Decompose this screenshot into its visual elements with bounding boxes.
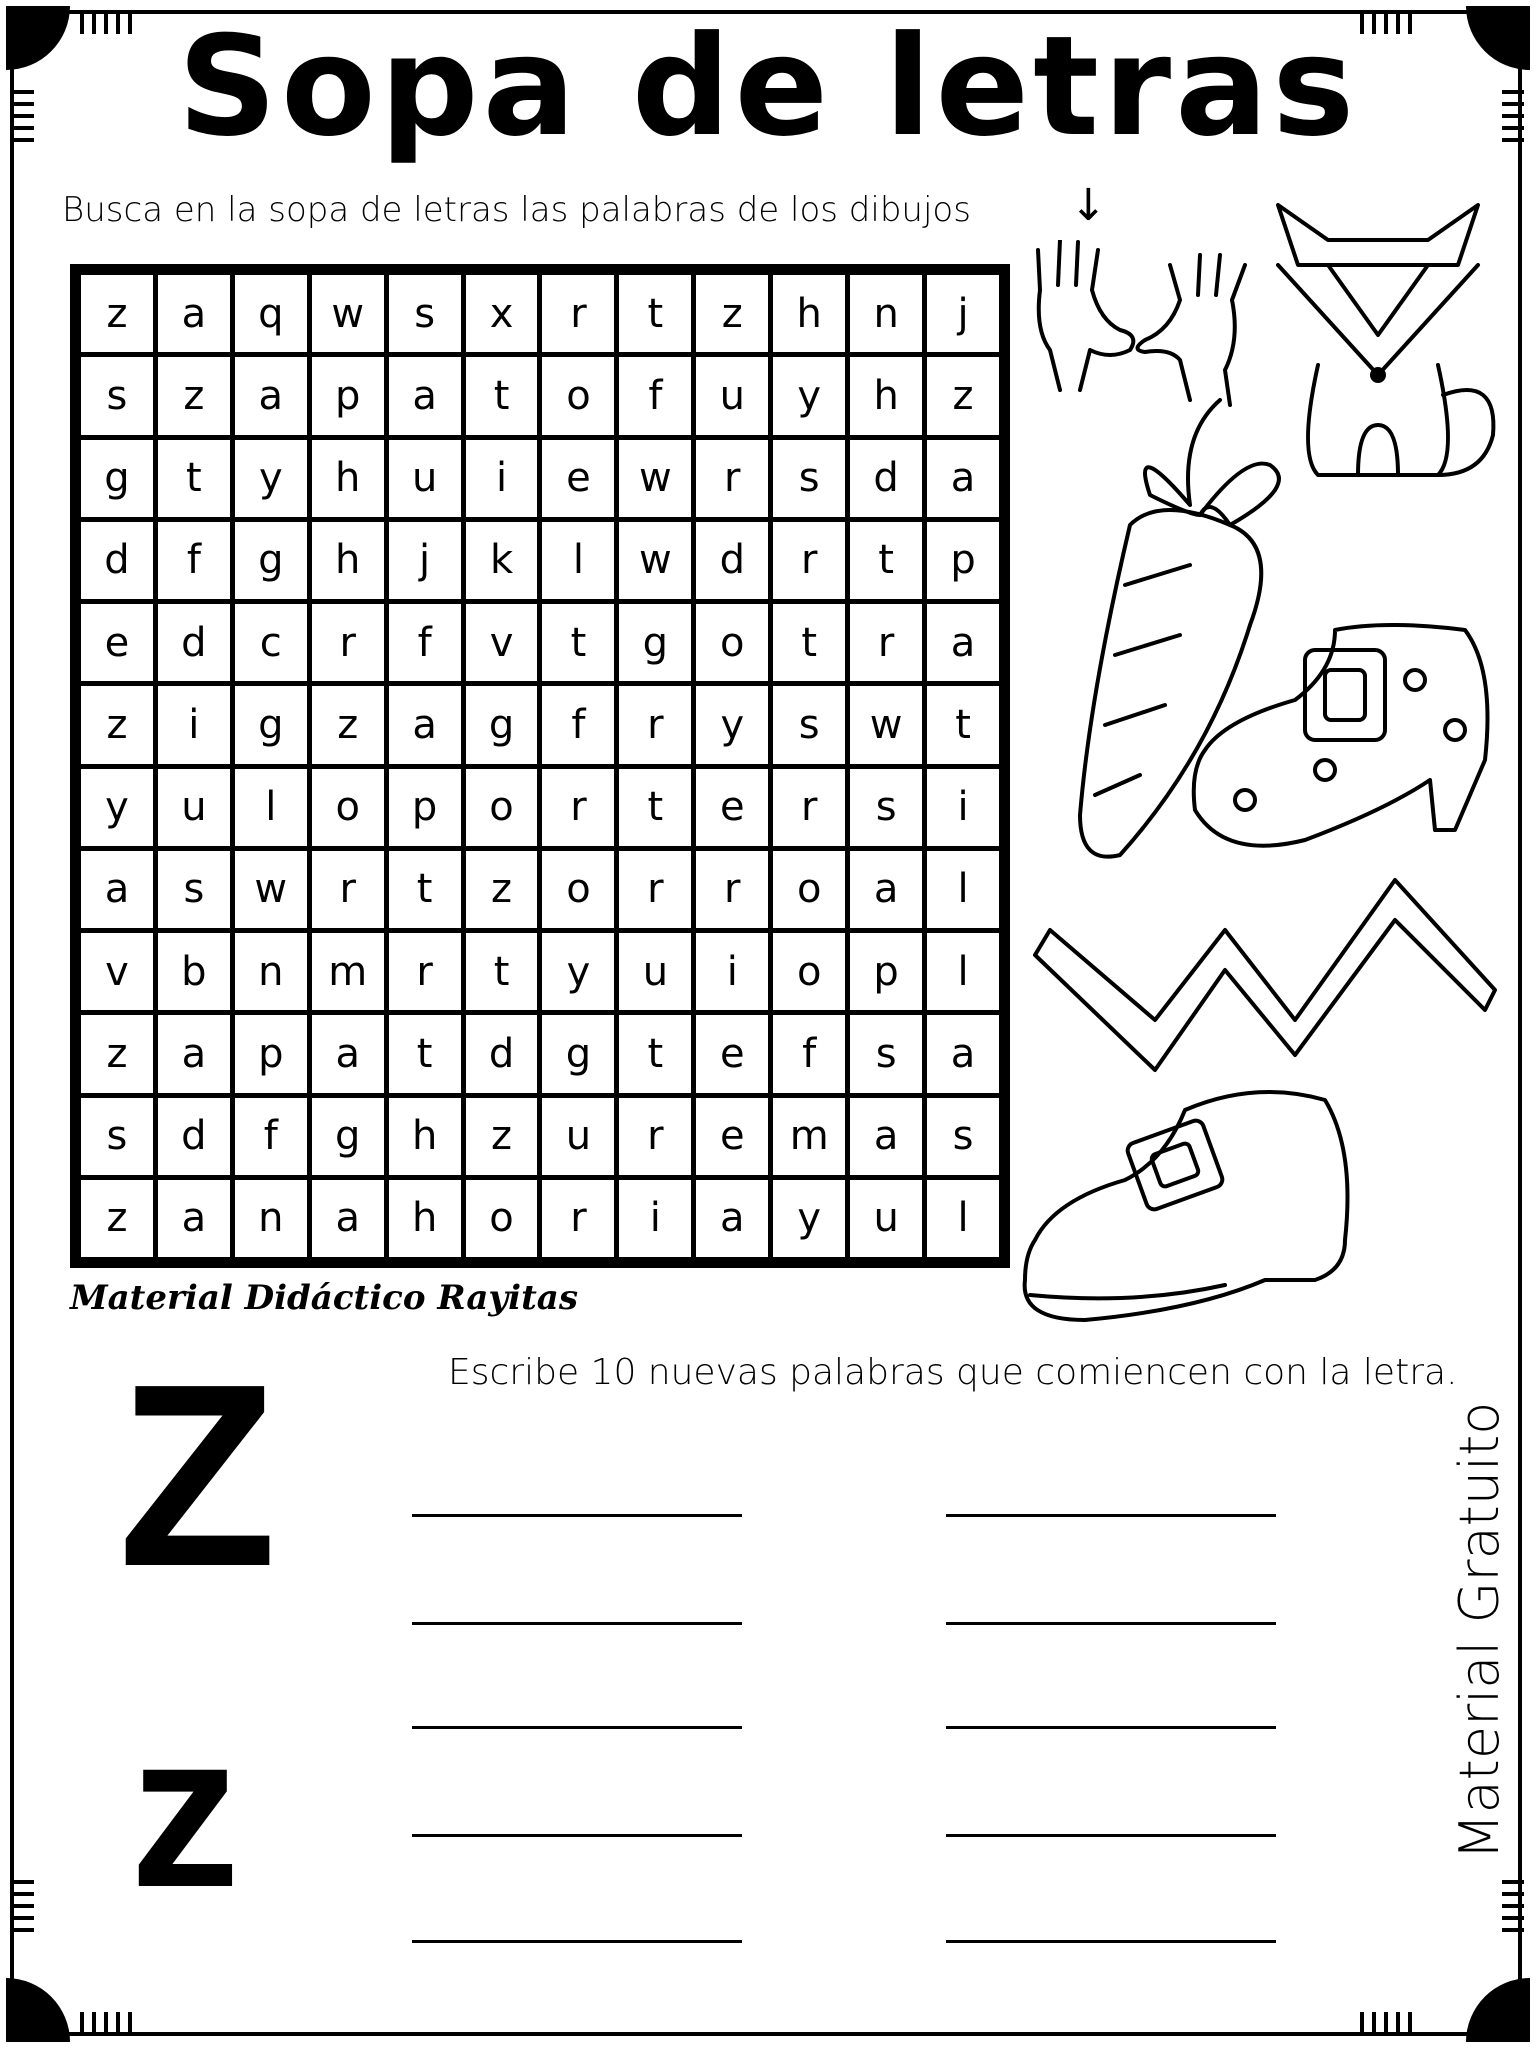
grid-cell[interactable]: w (235, 851, 307, 928)
tick-marks (1360, 2012, 1412, 2034)
grid-cell[interactable]: u (619, 933, 691, 1010)
grid-cell[interactable]: u (850, 1180, 922, 1257)
grid-cell[interactable]: z (696, 275, 768, 352)
grid-cell[interactable]: a (158, 1015, 230, 1092)
grid-cell[interactable]: r (542, 769, 614, 846)
writing-line[interactable] (946, 1940, 1276, 1943)
grid-cell[interactable]: z (81, 275, 153, 352)
grid-cell[interactable]: g (235, 522, 307, 599)
grid-cell[interactable]: r (773, 522, 845, 599)
grid-cell[interactable]: l (235, 769, 307, 846)
writing-line[interactable] (412, 1514, 742, 1517)
grid-cell[interactable]: d (850, 440, 922, 517)
grid-cell[interactable]: a (850, 1098, 922, 1175)
tick-marks (80, 2012, 132, 2034)
grid-cell[interactable]: a (850, 851, 922, 928)
grid-cell[interactable]: x (466, 275, 538, 352)
down-arrow-icon: ↓ (1070, 180, 1107, 231)
grid-cell[interactable]: o (542, 357, 614, 434)
grid-cell[interactable]: r (542, 275, 614, 352)
writing-line[interactable] (946, 1622, 1276, 1625)
grid-cell[interactable]: y (542, 933, 614, 1010)
grid-cell[interactable]: a (389, 357, 461, 434)
grid-cell[interactable]: z (81, 1015, 153, 1092)
credit-text: Material Didáctico Rayitas (70, 1278, 578, 1318)
grid-cell[interactable]: t (389, 851, 461, 928)
grid-cell[interactable]: f (542, 686, 614, 763)
grid-cell[interactable]: h (312, 440, 384, 517)
grid-cell[interactable]: l (542, 522, 614, 599)
grid-cell[interactable]: a (158, 275, 230, 352)
grid-cell[interactable]: s (81, 357, 153, 434)
page-title: Sopa de letras (177, 6, 1359, 167)
grid-cell[interactable]: a (312, 1015, 384, 1092)
grid-cell[interactable]: s (927, 1098, 999, 1175)
grid-cell[interactable]: f (158, 522, 230, 599)
grid-cell[interactable]: w (619, 440, 691, 517)
grid-cell[interactable]: i (696, 933, 768, 1010)
grid-cell[interactable]: p (927, 522, 999, 599)
grid-cell[interactable]: u (696, 357, 768, 434)
grid-cell[interactable]: o (466, 769, 538, 846)
tick-marks (12, 1880, 34, 1932)
grid-cell[interactable]: s (81, 1098, 153, 1175)
grid-cell[interactable]: h (389, 1098, 461, 1175)
grid-cell[interactable]: r (312, 604, 384, 681)
grid-cell[interactable]: i (927, 769, 999, 846)
grid-cell[interactable]: v (466, 604, 538, 681)
grid-cell[interactable]: d (158, 604, 230, 681)
grid-cell[interactable]: k (466, 522, 538, 599)
grid-cell[interactable]: f (773, 1015, 845, 1092)
writing-line[interactable] (946, 1726, 1276, 1729)
grid-cell[interactable]: l (927, 851, 999, 928)
letter-lowercase: z (130, 1687, 240, 1933)
grid-cell[interactable]: z (927, 357, 999, 434)
grid-cell[interactable]: y (696, 686, 768, 763)
grid-cell[interactable]: n (235, 1180, 307, 1257)
grid-cell[interactable]: d (466, 1015, 538, 1092)
grid-cell[interactable]: r (312, 851, 384, 928)
grid-cell[interactable]: o (542, 851, 614, 928)
grid-cell[interactable]: y (235, 440, 307, 517)
grid-cell[interactable]: r (389, 933, 461, 1010)
grid-cell[interactable]: a (235, 357, 307, 434)
zigzag-icon (1025, 870, 1505, 1100)
grid-cell[interactable]: u (542, 1098, 614, 1175)
grid-cell[interactable]: j (927, 275, 999, 352)
grid-cell[interactable]: i (466, 440, 538, 517)
grid-cell[interactable]: e (696, 769, 768, 846)
grid-cell[interactable]: v (81, 933, 153, 1010)
grid-cell[interactable]: g (466, 686, 538, 763)
grid-cell[interactable]: s (773, 440, 845, 517)
grid-cell[interactable]: t (158, 440, 230, 517)
write-instruction: Escribe 10 nuevas palabras que comiencen con la letra. (448, 1352, 1458, 1393)
grid-cell[interactable]: c (235, 604, 307, 681)
writing-line[interactable] (412, 1940, 742, 1943)
grid-cell[interactable]: i (619, 1180, 691, 1257)
grid-cell[interactable]: h (389, 1180, 461, 1257)
grid-cell[interactable]: a (927, 440, 999, 517)
grid-cell[interactable]: f (235, 1098, 307, 1175)
grid-cell[interactable]: t (466, 933, 538, 1010)
grid-cell[interactable]: r (696, 851, 768, 928)
grid-cell[interactable]: f (619, 357, 691, 434)
grid-cell[interactable]: s (850, 769, 922, 846)
grid-cell[interactable]: t (619, 769, 691, 846)
tick-marks (1502, 1880, 1524, 1932)
grid-cell[interactable]: e (696, 1015, 768, 1092)
hands-icon (1020, 240, 1270, 410)
heeled-shoe-icon (1185, 610, 1505, 870)
writing-line[interactable] (946, 1514, 1276, 1517)
grid-cell[interactable]: t (850, 522, 922, 599)
grid-cell[interactable]: h (773, 275, 845, 352)
writing-line[interactable] (412, 1726, 742, 1729)
grid-cell[interactable]: t (773, 604, 845, 681)
grid-cell[interactable]: e (81, 604, 153, 681)
grid-cell[interactable]: r (619, 686, 691, 763)
grid-cell[interactable]: t (466, 357, 538, 434)
grid-cell[interactable]: z (158, 357, 230, 434)
grid-cell[interactable]: o (466, 1180, 538, 1257)
grid-cell[interactable]: d (81, 522, 153, 599)
grid-cell[interactable]: o (773, 851, 845, 928)
grid-cell[interactable]: r (696, 440, 768, 517)
grid-cell[interactable]: d (158, 1098, 230, 1175)
grid-cell[interactable]: h (850, 357, 922, 434)
grid-cell[interactable]: t (927, 686, 999, 763)
grid-cell[interactable]: a (927, 604, 999, 681)
grid-cell[interactable]: z (81, 1180, 153, 1257)
grid-cell[interactable]: a (927, 1015, 999, 1092)
side-label: Material Gratuito (1448, 1401, 1511, 1860)
grid-cell[interactable]: p (235, 1015, 307, 1092)
grid-cell[interactable]: e (542, 440, 614, 517)
grid-cell[interactable]: p (389, 769, 461, 846)
grid-cell[interactable]: g (619, 604, 691, 681)
grid-cell[interactable]: l (927, 1180, 999, 1257)
grid-cell[interactable]: y (773, 357, 845, 434)
grid-cell[interactable]: w (619, 522, 691, 599)
grid-cell[interactable]: m (312, 933, 384, 1010)
grid-cell[interactable]: z (81, 686, 153, 763)
grid-cell[interactable]: r (773, 769, 845, 846)
grid-cell[interactable]: t (619, 1015, 691, 1092)
grid-cell[interactable]: r (619, 851, 691, 928)
grid-cell[interactable]: w (312, 275, 384, 352)
grid-cell[interactable]: a (312, 1180, 384, 1257)
grid-cell[interactable]: d (696, 522, 768, 599)
writing-line[interactable] (946, 1834, 1276, 1837)
grid-cell[interactable]: p (850, 933, 922, 1010)
letter-uppercase: Z (118, 1331, 277, 1621)
word-search-grid (70, 264, 1010, 1268)
grid-cell[interactable]: r (850, 604, 922, 681)
grid-cell[interactable]: u (389, 440, 461, 517)
grid-cell[interactable]: s (158, 851, 230, 928)
grid-cell[interactable]: s (389, 275, 461, 352)
grid-cell[interactable]: n (235, 933, 307, 1010)
grid-cell[interactable]: l (927, 933, 999, 1010)
grid-cell[interactable]: a (81, 851, 153, 928)
grid-cell[interactable]: j (389, 522, 461, 599)
grid-cell[interactable]: o (696, 604, 768, 681)
grid-cell[interactable]: u (158, 769, 230, 846)
grid-cell[interactable]: r (542, 1180, 614, 1257)
grid-cell[interactable]: o (312, 769, 384, 846)
grid-cell[interactable]: w (850, 686, 922, 763)
grid-cell[interactable]: y (773, 1180, 845, 1257)
grid-cell[interactable]: e (696, 1098, 768, 1175)
grid-cell[interactable]: a (389, 686, 461, 763)
grid-cell[interactable]: t (619, 275, 691, 352)
grid-cell[interactable]: s (850, 1015, 922, 1092)
grid-cell[interactable]: b (158, 933, 230, 1010)
grid-cell[interactable]: z (312, 686, 384, 763)
grid-cell[interactable]: i (158, 686, 230, 763)
grid-cell[interactable]: a (696, 1180, 768, 1257)
grid-cell[interactable]: g (542, 1015, 614, 1092)
grid-cell[interactable]: q (235, 275, 307, 352)
grid-cell[interactable]: s (773, 686, 845, 763)
writing-line[interactable] (412, 1834, 742, 1837)
grid-cell[interactable]: a (158, 1180, 230, 1257)
grid-cell[interactable]: h (312, 522, 384, 599)
grid-cell[interactable]: t (389, 1015, 461, 1092)
grid-cell[interactable]: z (466, 851, 538, 928)
grid-cell[interactable]: r (619, 1098, 691, 1175)
grid-cell[interactable]: f (389, 604, 461, 681)
grid-cell[interactable]: g (235, 686, 307, 763)
grid-cell[interactable]: z (466, 1098, 538, 1175)
grid-cell[interactable]: g (81, 440, 153, 517)
grid-cell[interactable]: n (850, 275, 922, 352)
grid-cell[interactable]: o (773, 933, 845, 1010)
writing-line[interactable] (412, 1622, 742, 1625)
shoe-icon (1015, 1070, 1365, 1330)
grid-cell[interactable]: y (81, 769, 153, 846)
instruction-text: Busca en la sopa de letras las palabras de los dibujos (62, 190, 971, 230)
grid-cell[interactable]: m (773, 1098, 845, 1175)
grid-cell[interactable]: g (312, 1098, 384, 1175)
grid-cell[interactable]: p (312, 357, 384, 434)
grid-cell[interactable]: t (542, 604, 614, 681)
